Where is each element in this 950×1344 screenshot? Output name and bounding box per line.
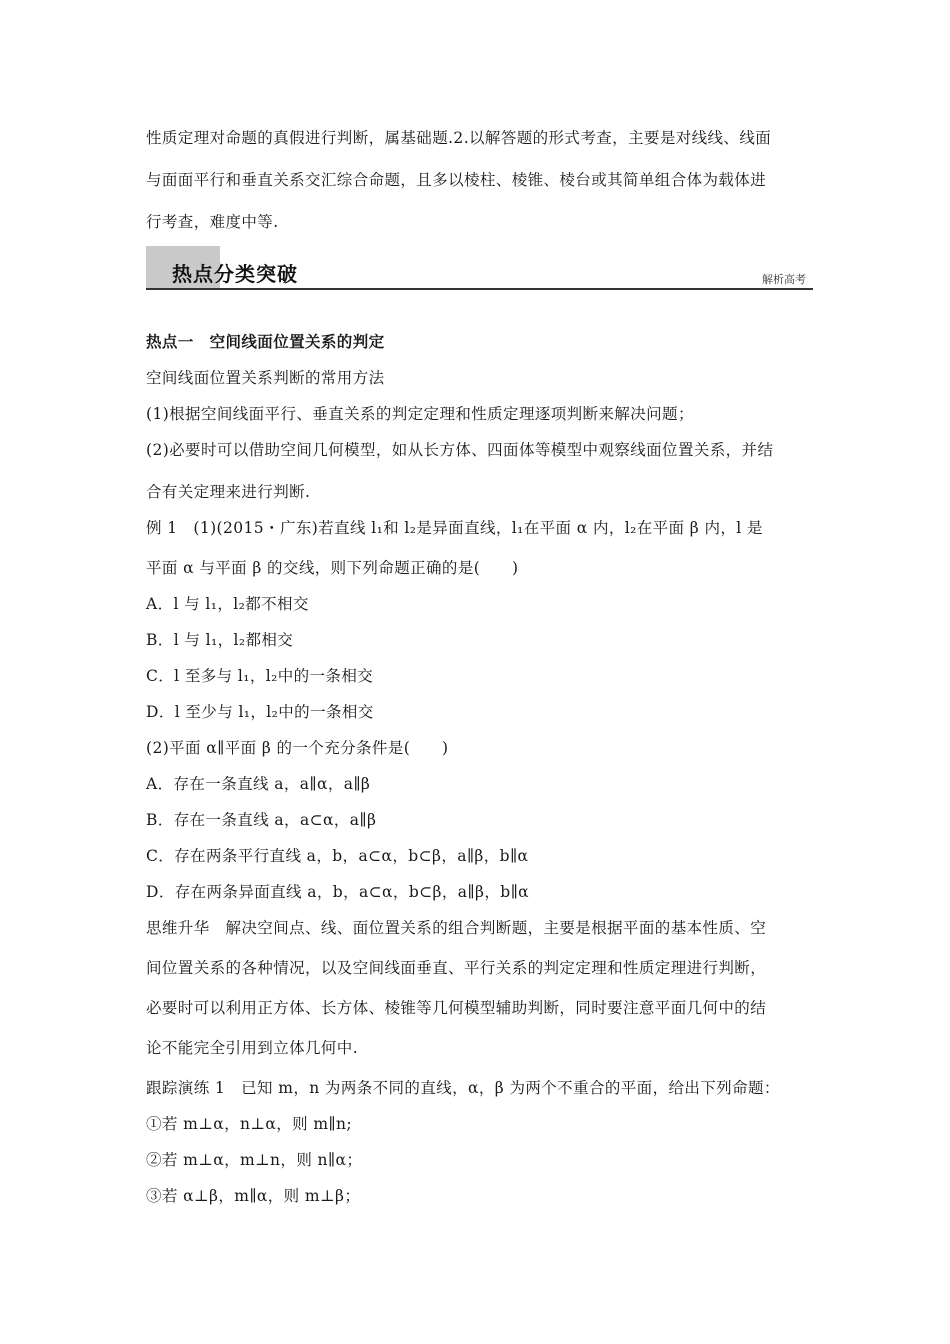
q1-option-b: B．l 与 l₁，l₂都相交 — [146, 631, 294, 649]
thinking-line-1: 思维升华 解决空间点、线、面位置关系的组合判断题，主要是根据平面的基本性质、空 — [146, 919, 767, 937]
banner-subtitle: 解析高考 — [762, 273, 806, 286]
q1-option-c: C．l 至多与 l₁，l₂中的一条相交 — [146, 667, 374, 685]
banner-divider — [146, 288, 813, 290]
example-q1-line-1: 例 1 (1)(2015・广东)若直线 l₁和 l₂是异面直线，l₁在平面 α 内，l₂在平面 β 内，l 是 — [146, 519, 763, 537]
q2-option-a: A．存在一条直线 a，a∥α，a∥β — [146, 775, 371, 793]
example-q2: (2)平面 α∥平面 β 的一个充分条件是( ) — [146, 739, 449, 757]
thinking-line-2: 间位置关系的各种情况，以及空间线面垂直、平行关系的判定定理和性质定理进行判断， — [146, 959, 767, 977]
thinking-line-4: 论不能完全引用到立体几何中. — [146, 1039, 359, 1057]
method-2b: 合有关定理来进行判断. — [146, 483, 311, 501]
banner-title: 热点分类突破 — [172, 262, 298, 286]
practice-item-3: ③若 α⊥β，m∥α，则 m⊥β； — [146, 1187, 361, 1205]
q2-option-c: C．存在两条平行直线 a，b，a⊂α，b⊂β，a∥β，b∥α — [146, 847, 529, 865]
intro-line-2: 与面面平行和垂直关系交汇综合命题，且多以棱柱、棱锥、棱台或其简单组合体为载体进 — [146, 171, 767, 189]
practice-item-2: ②若 m⊥α，m⊥n，则 n∥α； — [146, 1151, 363, 1169]
practice-title: 跟踪演练 1 已知 m，n 为两条不同的直线，α，β 为两个不重合的平面，给出下列命题： — [146, 1079, 780, 1097]
practice-item-1: ①若 m⊥α，n⊥α，则 m∥n; — [146, 1115, 352, 1133]
hotspot-title: 热点一 空间线面位置关系的判定 — [146, 333, 385, 351]
intro-line-1: 性质定理对命题的真假进行判断，属基础题.2.以解答题的形式考查，主要是对线线、线面 — [146, 129, 772, 147]
thinking-line-3: 必要时可以利用正方体、长方体、棱锥等几何模型辅助判断，同时要注意平面几何中的结 — [146, 999, 767, 1017]
q2-option-d: D．存在两条异面直线 a，b，a⊂α，b⊂β，a∥β，b∥α — [146, 883, 529, 901]
method-title: 空间线面位置关系判断的常用方法 — [146, 369, 385, 387]
q2-option-b: B．存在一条直线 a，a⊂α，a∥β — [146, 811, 377, 829]
q1-option-a: A．l 与 l₁，l₂都不相交 — [146, 595, 309, 613]
example-q1-line-2: 平面 α 与平面 β 的交线，则下列命题正确的是( ) — [146, 559, 519, 577]
method-2a: (2)必要时可以借助空间几何模型，如从长方体、四面体等模型中观察线面位置关系，并结 — [146, 441, 774, 459]
method-1: (1)根据空间线面平行、垂直关系的判定定理和性质定理逐项判断来解决问题； — [146, 405, 694, 423]
q1-option-d: D．l 至少与 l₁，l₂中的一条相交 — [146, 703, 374, 721]
intro-line-3: 行考查，难度中等. — [146, 213, 279, 231]
